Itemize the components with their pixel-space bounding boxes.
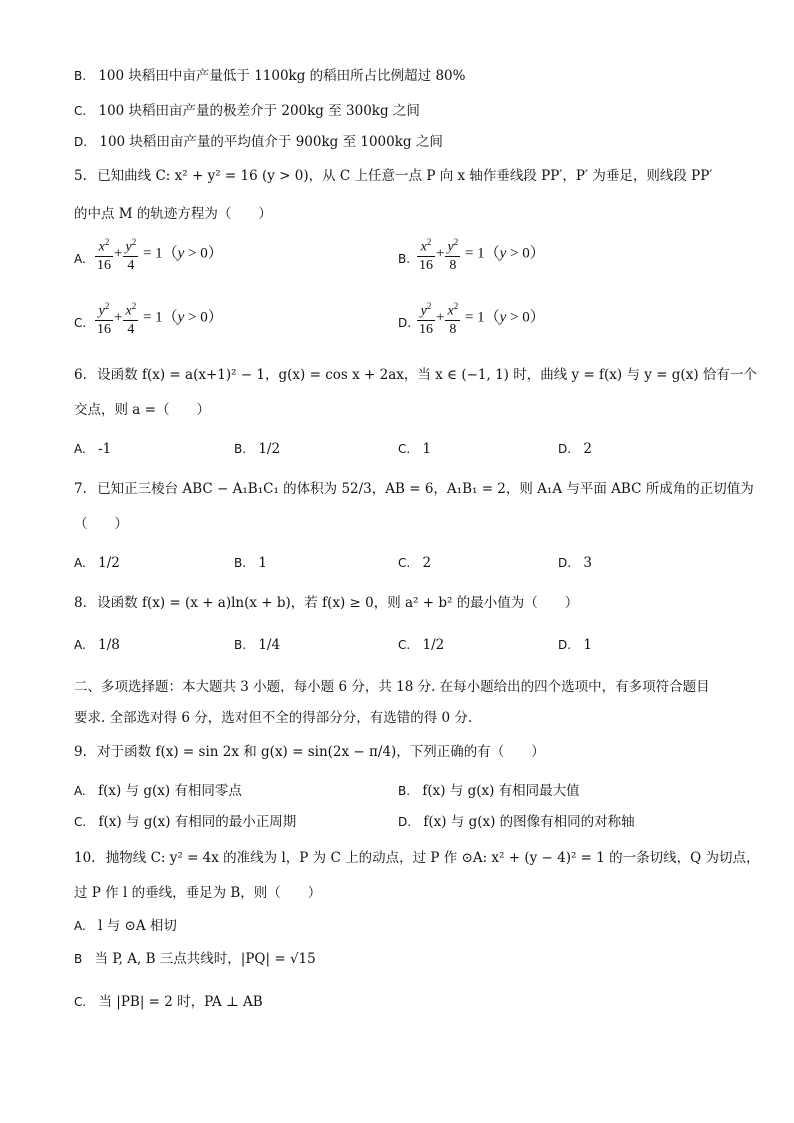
option-text: 1/2 (422, 637, 445, 653)
option-label: C. (74, 104, 87, 118)
option-label: B (74, 952, 83, 966)
option-label: D. (398, 316, 412, 330)
option-text: 1/2 (98, 555, 120, 571)
q7-stem-line1 (74, 480, 754, 498)
option-text: 1 (258, 555, 267, 571)
question-number: 9. (74, 744, 87, 760)
option-label: C. (398, 638, 411, 652)
q8-stem (74, 594, 578, 612)
option-label: B. (234, 638, 247, 652)
q4-option-c (74, 102, 420, 120)
option-label: D. (558, 556, 572, 570)
q6-option-a (74, 440, 111, 458)
option-label: B. (398, 784, 411, 798)
q5-option-c-expr: $\frac{y^2}{16}$ + $\frac{x^2}{4}$ = 1（y > 0） (94, 298, 223, 338)
question-text: 抛物线 C: y² = 4x 的准线为 l，P 为 C 上的动点，过 P 作 ⊙A: x² + (y − 4)² = 1 的一条切线，Q 为切点， (105, 850, 760, 866)
q7-option-b (234, 554, 267, 572)
option-text: 1/4 (258, 637, 281, 653)
option-label: D. (558, 442, 572, 456)
q4-option-b (74, 67, 465, 85)
option-label: B. (234, 556, 247, 570)
q10-option-c (74, 993, 263, 1011)
option-label: B. (74, 69, 87, 83)
q6-stem-line2: 交点，则 a =（ ） (74, 402, 210, 418)
option-label: C. (74, 316, 87, 330)
option-label: C. (74, 995, 87, 1009)
q9-stem (74, 743, 545, 761)
q7-stem-line2: （ ） (74, 516, 128, 532)
option-label: C. (398, 442, 411, 456)
q5-option-a (74, 250, 86, 268)
option-label: A. (74, 252, 86, 266)
q9-option-c (74, 813, 296, 831)
q5-option-d-expr: $\frac{y^2}{16}$ + $\frac{x^2}{8}$ = 1（y > 0） (416, 298, 545, 338)
question-text: 设函数 f(x) = a(x+1)² − 1，g(x) = cos x + 2ax，当 x ∈ (−1, 1) 时，曲线 y = f(x) 与 y = g(x) 恰有一个 (97, 367, 757, 383)
option-text: 100 块稻田亩产量的极差介于 200kg 至 300kg 之间 (98, 103, 420, 119)
q6-option-b (234, 440, 280, 458)
q5-option-b (398, 250, 410, 268)
q8-option-c (398, 636, 444, 654)
option-text: 1/8 (98, 637, 120, 653)
question-number: 10. (74, 850, 96, 866)
q10-stem-line2: 过 P 作 l 的垂线，垂足为 B，则（ ） (74, 885, 322, 901)
q7-option-d (558, 554, 592, 572)
question-text: 设函数 f(x) = (x + a)ln(x + b)，若 f(x) ≥ 0，则 a² + b² 的最小值为（ ） (97, 595, 579, 611)
q5-stem-line2: 的中点 M 的轨迹方程为（ ） (74, 206, 272, 222)
q4-option-d (74, 133, 443, 151)
option-text: f(x) 与 g(x) 有相同最大值 (422, 783, 580, 799)
q5-option-a-expr: $\frac{x^2}{16}$ + $\frac{y^2}{4}$ = 1（y > 0） (94, 234, 223, 274)
q8-option-d (558, 636, 592, 654)
q7-option-c (398, 554, 431, 572)
q5-option-b-expr: $\frac{x^2}{16}$ + $\frac{y^2}{8}$ = 1（y > 0） (416, 234, 545, 274)
q6-stem-line1 (74, 366, 757, 384)
q5-option-c (74, 314, 86, 332)
option-label: A. (74, 442, 86, 456)
option-text: 2 (422, 555, 432, 571)
option-text: 2 (583, 441, 592, 457)
option-text: 100 块稻田中亩产量低于 1100kg 的稻田所占比例超过 80% (98, 68, 466, 84)
option-label: C. (398, 556, 411, 570)
section-heading-line1: 二、多项选择题：本大题共 3 小题，每小题 6 分，共 18 分. 在每小题给出的四个选项中，有多项符合题目 (74, 679, 710, 695)
question-number: 5. (74, 168, 87, 184)
option-label: A. (74, 919, 86, 933)
q10-stem-line1 (74, 849, 760, 867)
option-text: f(x) 与 g(x) 的图像有相同的对称轴 (423, 814, 635, 830)
q9-option-a (74, 782, 242, 800)
option-label: C. (74, 815, 87, 829)
option-label: D. (74, 135, 88, 149)
q9-option-d (398, 813, 635, 831)
question-text: 对于函数 f(x) = sin 2x 和 g(x) = sin(2x − π/4)，下列正确的有（ ） (97, 744, 545, 760)
option-text: f(x) 与 g(x) 有相同的最小正周期 (98, 814, 297, 830)
option-label: B. (398, 252, 411, 266)
option-text: 100 块稻田亩产量的平均值介于 900kg 至 1000kg 之间 (99, 134, 443, 150)
option-label: A. (74, 638, 86, 652)
q10-option-b (74, 950, 316, 968)
option-label: D. (398, 815, 412, 829)
option-label: A. (74, 556, 86, 570)
option-text: 1 (583, 637, 592, 653)
option-text: f(x) 与 g(x) 有相同零点 (98, 783, 242, 799)
q5-stem-line1 (74, 167, 712, 185)
q7-option-a (74, 554, 120, 572)
q10-option-a (74, 917, 177, 935)
option-text: 当 P, A, B 三点共线时，|PQ| = √15 (94, 951, 316, 967)
q6-option-c (398, 440, 431, 458)
q8-option-b (234, 636, 280, 654)
option-text: 3 (583, 555, 592, 571)
option-text: -1 (98, 441, 112, 457)
section-heading-line2: 要求. 全部选对得 6 分，选对但不全的得部分分，有选错的得 0 分. (74, 710, 473, 726)
option-text: 1/2 (258, 441, 281, 457)
question-text: 已知曲线 C: x² + y² = 16 (y > 0)，从 C 上任意一点 P 向 x 轴作垂线段 PP′，P′ 为垂足，则线段 PP′ (97, 168, 713, 184)
option-label: A. (74, 784, 86, 798)
question-text: 已知正三棱台 ABC − A₁B₁C₁ 的体积为 52/3，AB = 6，A₁B₁ = 2，则 A₁A 与平面 ABC 所成角的正切值为 (97, 481, 754, 497)
question-number: 7. (74, 481, 87, 497)
q8-option-a (74, 636, 120, 654)
option-label: D. (558, 638, 572, 652)
q5-option-d (398, 314, 411, 332)
option-text: l 与 ⊙A 相切 (98, 918, 177, 934)
q6-option-d (558, 440, 592, 458)
question-number: 8. (74, 595, 87, 611)
q9-option-b (398, 782, 580, 800)
option-text: 1 (422, 441, 432, 457)
question-number: 6. (74, 367, 87, 383)
option-text: 当 |PB| = 2 时，PA ⊥ AB (98, 994, 263, 1010)
option-label: B. (234, 442, 247, 456)
